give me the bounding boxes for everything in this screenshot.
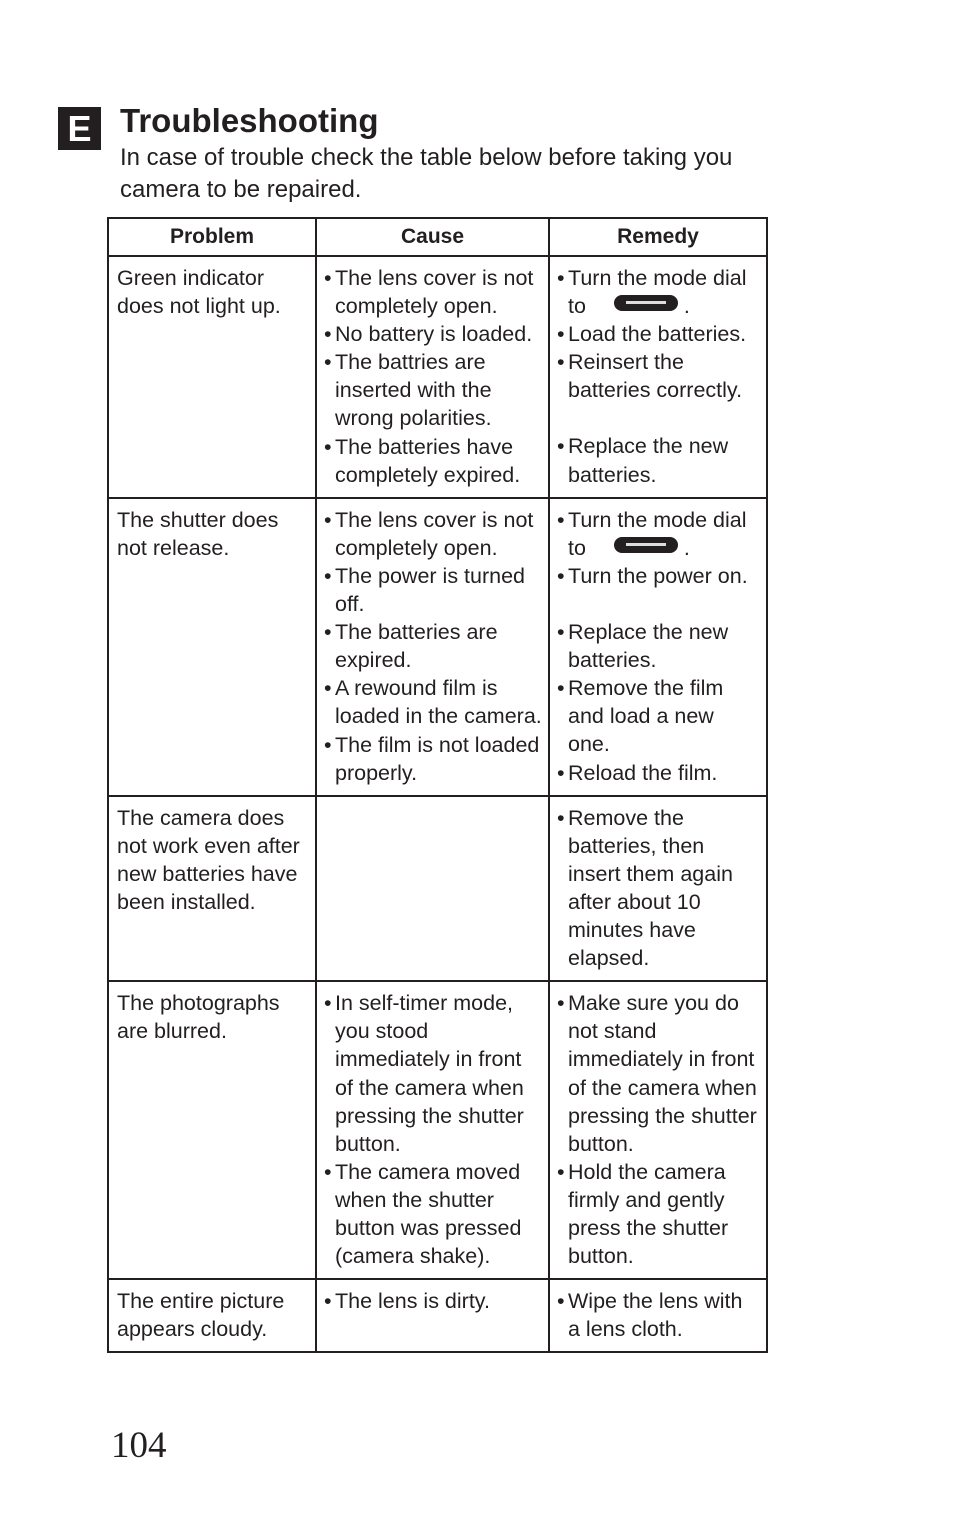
remedy-item: • Remove the batteries, then insert them again after about 10 minutes have elapsed. bbox=[557, 804, 760, 973]
table-row bbox=[108, 981, 767, 1279]
cause-cell bbox=[316, 981, 549, 1279]
remedy-text: Turn the mode dial to bbox=[568, 507, 747, 560]
cause-item: • The power is turned off. bbox=[324, 562, 542, 618]
photo-mode-icon bbox=[614, 295, 678, 311]
cause-item: • In self-timer mode, you stood immediately in front of the camera when pressing the shutter button. bbox=[324, 989, 542, 1158]
table-row bbox=[108, 256, 767, 498]
problem-cell: The photographs are blurred. bbox=[108, 981, 316, 1279]
remedy-cell bbox=[549, 796, 767, 982]
cause-item: • The battries are inserted with the wrong polarities. bbox=[324, 348, 542, 432]
remedy-item: • Turn the power on. bbox=[557, 562, 760, 590]
remedy-cell bbox=[549, 981, 767, 1279]
page-title: Troubleshooting bbox=[120, 102, 379, 139]
problem-cell: The camera does not work even after new batteries have been installed. bbox=[108, 796, 316, 982]
troubleshooting-table bbox=[107, 217, 768, 1353]
cause-item: • The film is not loaded properly. bbox=[324, 731, 542, 787]
table-header-row bbox=[108, 218, 767, 256]
remedy-cell bbox=[549, 256, 767, 498]
header-problem: Problem bbox=[108, 218, 316, 256]
remedy-cell bbox=[549, 1279, 767, 1352]
remedy-item: • Wipe the lens with a lens cloth. bbox=[557, 1287, 760, 1343]
remedy-item: • Turn the mode dial to . bbox=[557, 264, 760, 320]
cause-item: • The lens cover is not completely open. bbox=[324, 264, 542, 320]
table-row bbox=[108, 1279, 767, 1352]
remedy-item: • Turn the mode dial to . bbox=[557, 506, 760, 562]
remedy-item: • Replace the new batteries. bbox=[557, 432, 760, 488]
remedy-item: • Replace the new batteries. bbox=[557, 618, 760, 674]
problem-cell: Green indicator does not light up. bbox=[108, 256, 316, 498]
remedy-text: Turn the mode dial to bbox=[568, 266, 747, 319]
cause-item: • No battery is loaded. bbox=[324, 320, 542, 348]
remedy-item: • Reload the film. bbox=[557, 759, 760, 787]
header-cause: Cause bbox=[316, 218, 549, 256]
remedy-item: • Make sure you do not stand immediately in front of the camera when pressing the shutter button. bbox=[557, 989, 760, 1158]
remedy-item: • Reinsert the batteries correctly. bbox=[557, 348, 760, 404]
problem-cell: The entire picture appears cloudy. bbox=[108, 1279, 316, 1352]
intro-text: In case of trouble check the table below before taking you camera to be repaired. bbox=[120, 144, 733, 203]
cause-item: • The lens is dirty. bbox=[324, 1287, 542, 1315]
remedy-item: • Load the batteries. bbox=[557, 320, 760, 348]
page-number: 104 bbox=[111, 1425, 167, 1466]
table-row bbox=[108, 796, 767, 982]
cause-cell bbox=[316, 796, 549, 982]
remedy-item: • Remove the film and load a new one. bbox=[557, 674, 760, 758]
problem-cell: The shutter does not release. bbox=[108, 498, 316, 796]
section-tab-e: E bbox=[58, 107, 101, 150]
cause-cell bbox=[316, 256, 549, 498]
cause-item: • The lens cover is not completely open. bbox=[324, 506, 542, 562]
cause-cell bbox=[316, 1279, 549, 1352]
remedy-cell bbox=[549, 498, 767, 796]
cause-item: • The batteries have completely expired. bbox=[324, 433, 542, 489]
table-row bbox=[108, 498, 767, 796]
cause-item: • A rewound film is loaded in the camera. bbox=[324, 674, 542, 730]
cause-item: • The camera moved when the shutter button was pressed (camera shake). bbox=[324, 1158, 542, 1270]
remedy-item: • Hold the camera firmly and gently press the shutter button. bbox=[557, 1158, 760, 1270]
header-remedy: Remedy bbox=[549, 218, 767, 256]
cause-item: • The batteries are expired. bbox=[324, 618, 542, 674]
cause-cell bbox=[316, 498, 549, 796]
photo-mode-icon bbox=[614, 537, 678, 553]
